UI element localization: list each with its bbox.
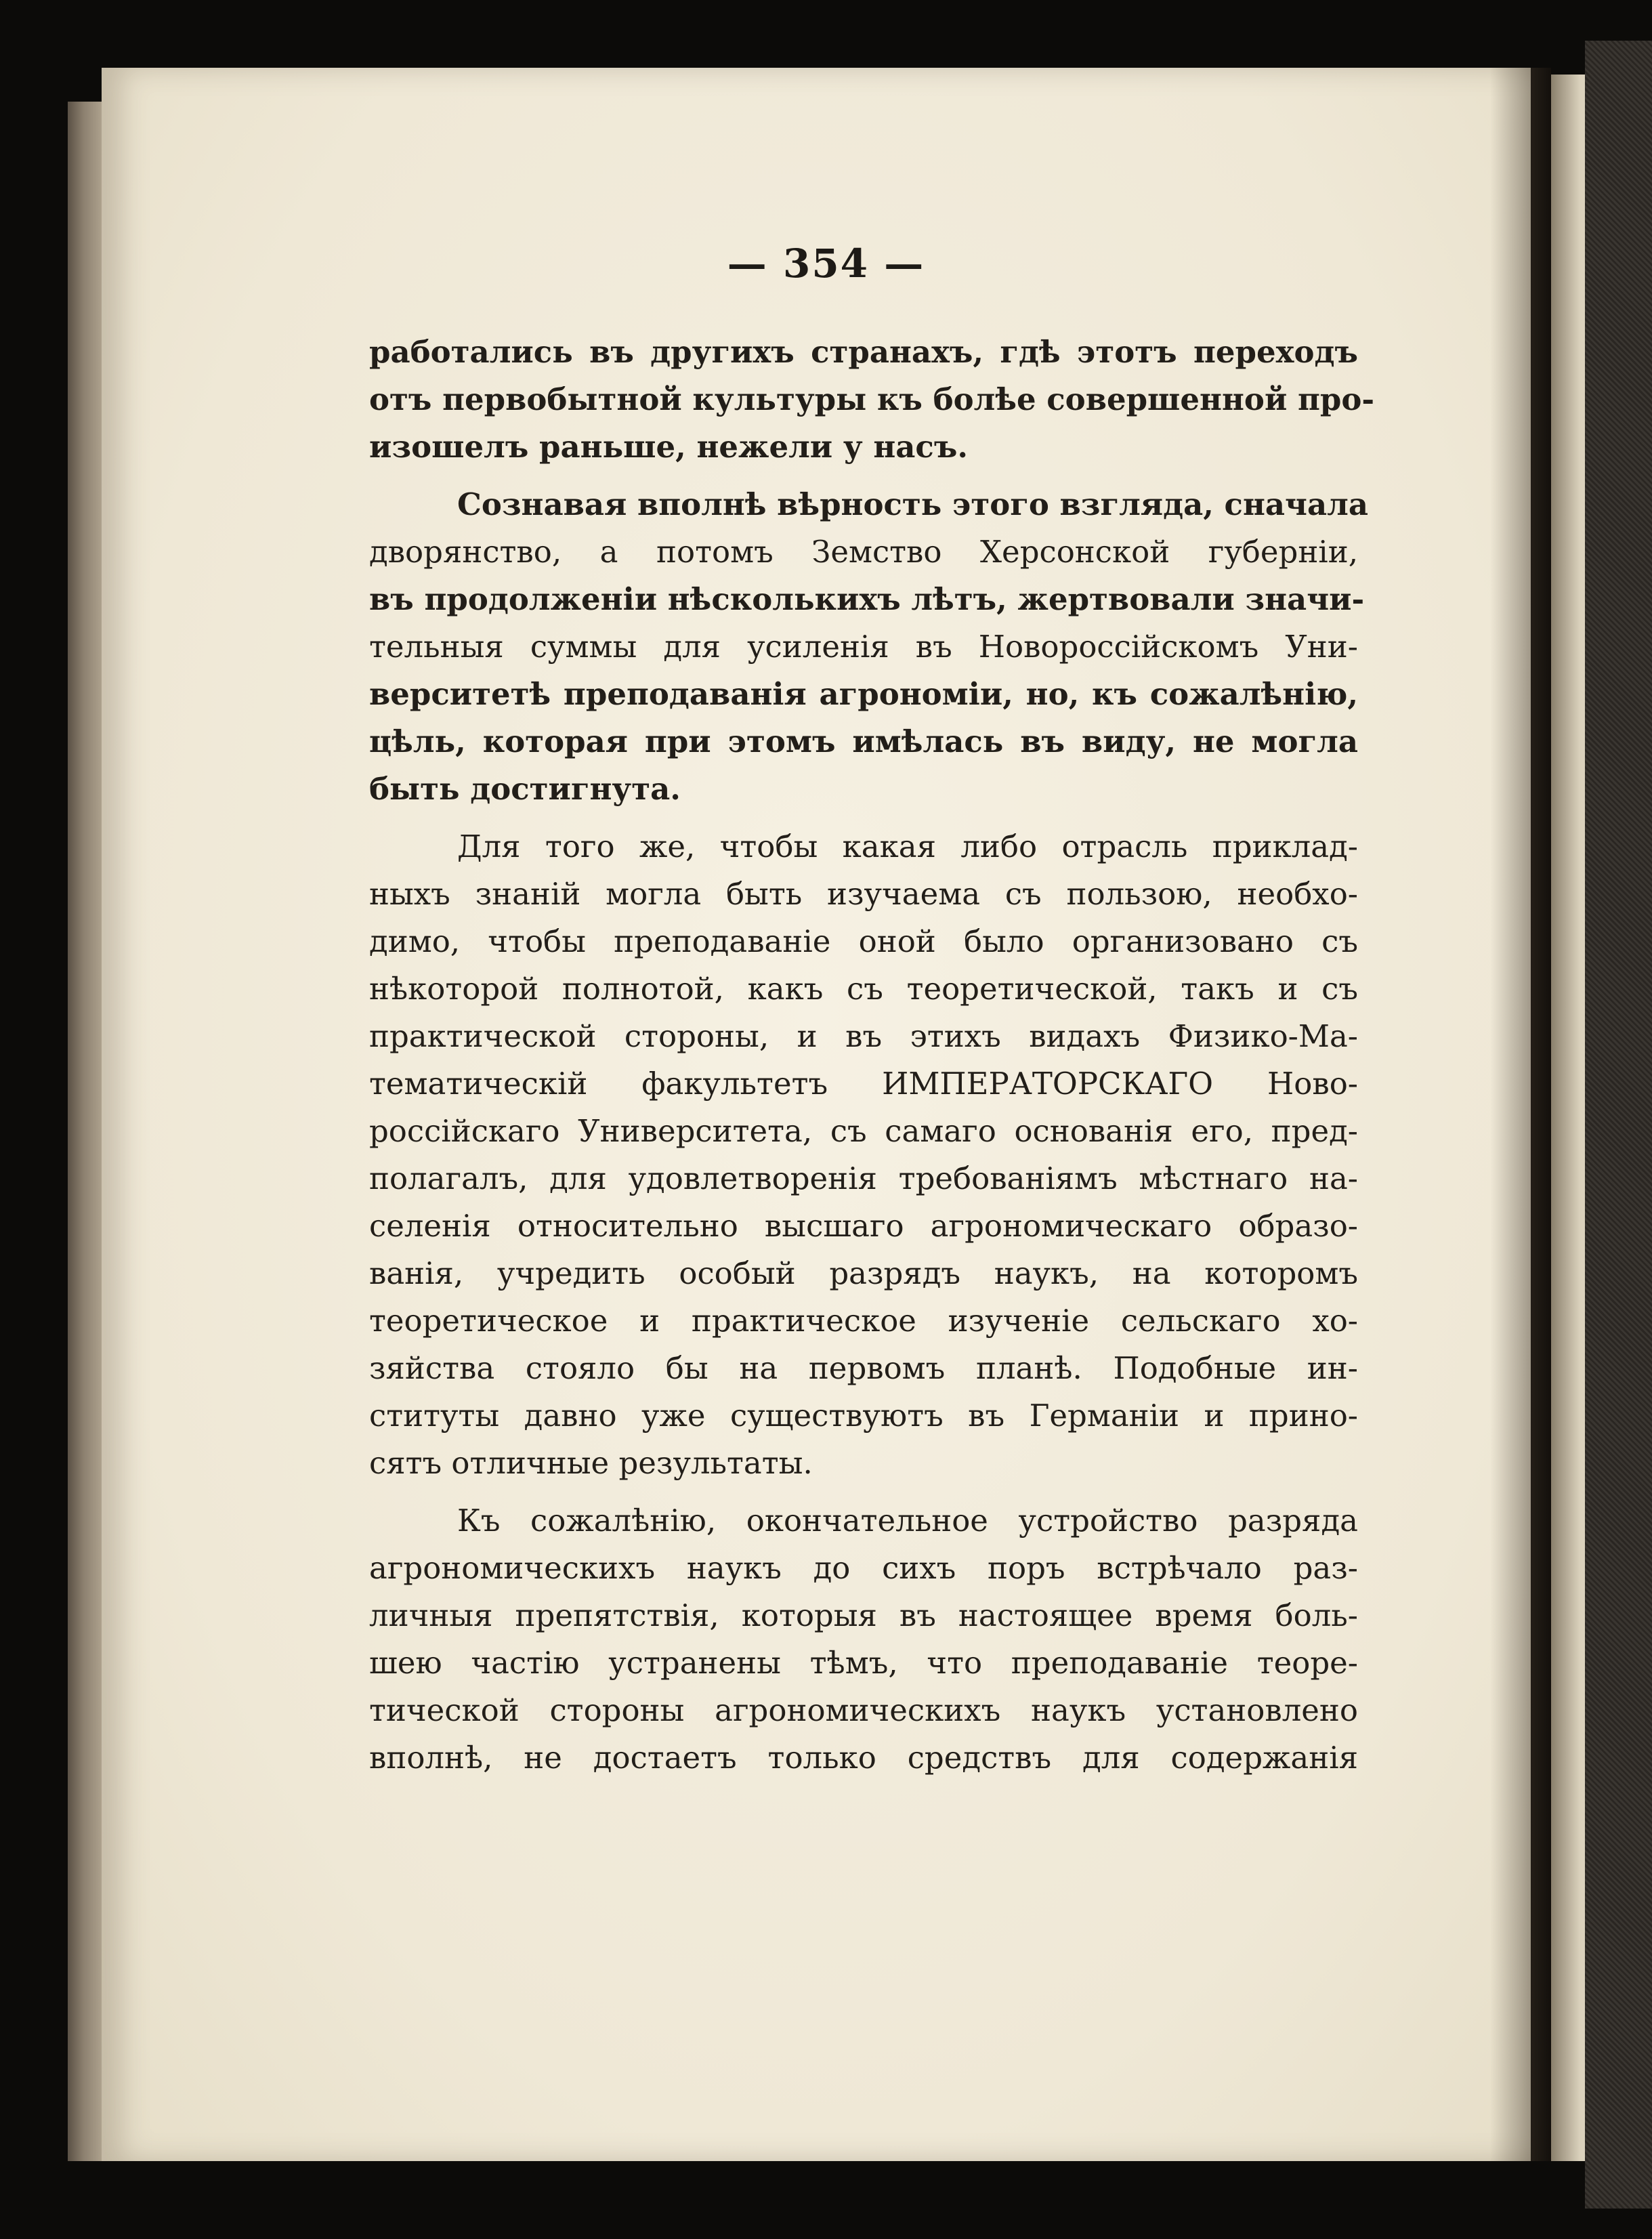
text-line: теоретическое и практическое изученіе сельскаго хо- xyxy=(369,1303,1358,1339)
text-line: личныя препятствія, которыя въ настоящее время боль- xyxy=(369,1597,1358,1633)
text-line: Къ сожалѣнію, окончательное устройство разряда xyxy=(457,1503,1358,1539)
text-line: работались въ другихъ странахъ, гдѣ этотъ переходъ xyxy=(369,334,1358,370)
text-line: отъ первобытной культуры къ болѣе совершенной про- xyxy=(369,381,1375,417)
text-line: россійскаго Университета, съ самаго основанія его, пред- xyxy=(369,1113,1358,1149)
text-line: тематическій факультетъ ИМПЕРАТОРСКАГО Ново- xyxy=(369,1066,1358,1102)
binding-cloth xyxy=(1585,41,1652,2209)
text-line: зяйства стояло бы на первомъ планѣ. Подобные ин- xyxy=(369,1350,1358,1386)
gutter-shadow xyxy=(1490,68,1551,2161)
text-line: ституты давно уже существуютъ въ Германіи и прино- xyxy=(369,1398,1358,1434)
text-line: селенія относительно высшаго агрономическаго образо- xyxy=(369,1208,1358,1244)
text-line: сятъ отличные результаты. xyxy=(369,1445,813,1481)
text-line: тельныя суммы для усиленія въ Новороссійскомъ Уни- xyxy=(369,629,1358,665)
text-line: вполнѣ, не достаетъ только средствъ для содержанія xyxy=(369,1740,1358,1776)
text-line: ванія, учредить особый разрядъ наукъ, на которомъ xyxy=(369,1255,1358,1291)
text-line: шею частію устранены тѣмъ, что преподаваніе теоре- xyxy=(369,1645,1358,1681)
text-line: Сознавая вполнѣ вѣрность этого взгляда, сначала xyxy=(457,486,1369,522)
text-line: полагалъ, для удовлетворенія требованіямъ мѣстнаго на- xyxy=(369,1160,1358,1196)
text-line: Для того же, чтобы какая либо отрасль приклад- xyxy=(457,829,1358,864)
text-line: ныхъ знаній могла быть изучаема съ пользою, необхо- xyxy=(369,876,1358,912)
text-line: въ продолженіи нѣсколькихъ лѣтъ, жертвовали значи- xyxy=(369,581,1365,617)
page-number: — 354 — xyxy=(727,240,925,287)
text-line: быть достигнута. xyxy=(369,771,681,807)
text-line: цѣль, которая при этомъ имѣлась въ виду, не могла xyxy=(369,724,1358,759)
text-line: верситетѣ преподаванія агрономіи, но, къ сожалѣнію, xyxy=(369,676,1358,712)
text-line: изошелъ раньше, нежели у насъ. xyxy=(369,429,969,465)
text-line: агрономическихъ наукъ до сихъ поръ встрѣчало раз- xyxy=(369,1550,1358,1586)
text-line: практической стороны, и въ этихъ видахъ Физико-Ма- xyxy=(369,1018,1358,1054)
text-line: нѣкоторой полнотой, какъ съ теоретической, такъ и съ xyxy=(369,971,1358,1007)
text-line: дворянство, а потомъ Земство Херсонской губерніи, xyxy=(369,534,1358,570)
text-line: димо, чтобы преподаваніе оной было организовано съ xyxy=(369,923,1358,959)
text-line: тической стороны агрономическихъ наукъ установлено xyxy=(369,1692,1358,1728)
